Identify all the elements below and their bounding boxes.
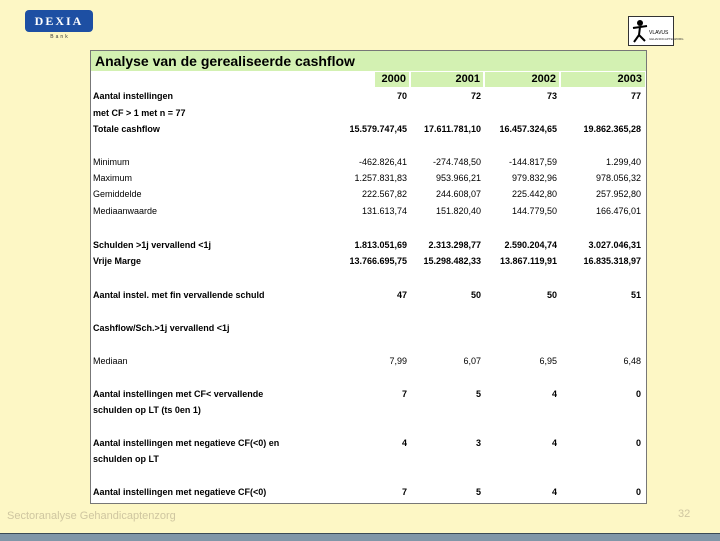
cell-value: 2.313.298,77 xyxy=(428,240,481,250)
row-label-fin-vervallende-schuld: Aantal instel. met fin vervallende schuld xyxy=(93,290,265,300)
cell-value: 17.611.781,10 xyxy=(423,124,481,134)
cell-value: 0 xyxy=(635,438,641,448)
cell-value: 1.257.831,83 xyxy=(354,173,407,183)
cell-value: 70 xyxy=(396,91,407,101)
cell-value: 953.966,21 xyxy=(435,173,481,183)
cell-value: 1.813.051,69 xyxy=(354,240,407,250)
cell-value: 15.579.747,45 xyxy=(349,124,407,134)
year-header-2001: 2001 xyxy=(411,72,483,87)
dexia-logo xyxy=(25,10,95,44)
cell-value: 73 xyxy=(546,91,557,101)
cell-value: 2.590.204,74 xyxy=(504,240,557,250)
vlavus-logo xyxy=(628,16,684,46)
year-header-2000: 2000 xyxy=(375,72,409,87)
vlavus-logo-sub: GEHANDICAPTENZORG xyxy=(649,37,684,41)
row-label-cf-vervallende: Aantal instellingen met CF< vervallende xyxy=(93,389,264,399)
row-label-mediaan: Mediaan xyxy=(93,356,128,366)
row-label-minimum: Minimum xyxy=(93,157,130,167)
row-label-schulden: Schulden >1j vervallend <1j xyxy=(93,240,212,250)
cashflow-table xyxy=(90,50,647,504)
row-label-negatieve-cf-lt-line2: schulden op LT xyxy=(93,454,159,464)
cell-value: -274.748,50 xyxy=(432,157,481,167)
row-label-maximum: Maximum xyxy=(93,173,133,183)
cell-value: 979.832,96 xyxy=(511,173,557,183)
cell-value: 225.442,80 xyxy=(511,189,557,199)
cell-value: 1.299,40 xyxy=(605,157,641,167)
row-label-cf-vervallende-line2: schulden op LT (ts 0en 1) xyxy=(93,405,201,415)
cell-value: 4 xyxy=(401,438,407,448)
cell-value: 6,07 xyxy=(463,356,481,366)
cell-value: 47 xyxy=(396,290,407,300)
row-label-vrije-marge: Vrije Marge xyxy=(93,256,142,266)
cell-value: 72 xyxy=(470,91,481,101)
cell-value: 4 xyxy=(551,438,557,448)
cell-value: 222.567,82 xyxy=(361,189,407,199)
year-header-2003: 2003 xyxy=(561,72,645,87)
row-label-mediaanwaarde: Mediaanwaarde xyxy=(93,206,158,216)
cell-value: 4 xyxy=(551,389,557,399)
row-label-aantal-instellingen: Aantal instellingen xyxy=(93,91,174,101)
cell-value: 6,95 xyxy=(539,356,557,366)
cell-value: -462.826,41 xyxy=(358,157,407,167)
cell-value: 16.835.318,97 xyxy=(583,256,641,266)
cell-value: 5 xyxy=(475,487,481,497)
cell-value: 244.608,07 xyxy=(435,189,481,199)
year-header-2002: 2002 xyxy=(485,72,559,87)
cell-value: 131.613,74 xyxy=(361,206,407,216)
cell-value: 77 xyxy=(630,91,641,101)
cell-value: 978.056,32 xyxy=(595,173,641,183)
cell-value: 0 xyxy=(635,389,641,399)
cell-value: 50 xyxy=(546,290,557,300)
dexia-logo-mark: DEXIA xyxy=(25,10,93,32)
cell-value: -144.817,59 xyxy=(508,157,557,167)
dexia-logo-sub: Bank xyxy=(50,34,70,40)
cell-value: 16.457.324,65 xyxy=(499,124,557,134)
row-label-totale-cashflow: Totale cashflow xyxy=(93,124,160,134)
cell-value: 3.027.046,31 xyxy=(588,240,641,250)
figure-icon xyxy=(630,18,650,44)
row-label-negatieve-cf: Aantal instellingen met negatieve CF(<0) xyxy=(93,487,267,497)
cell-value: 3 xyxy=(475,438,481,448)
cell-value: 19.862.365,28 xyxy=(583,124,641,134)
cell-value: 4 xyxy=(551,487,557,497)
cell-value: 15.298.482,33 xyxy=(423,256,481,266)
vlavus-logo-text: VLAVUS xyxy=(649,30,669,36)
row-label-gemiddelde: Gemiddelde xyxy=(93,189,142,199)
cell-value: 7 xyxy=(401,389,407,399)
cell-value: 151.820,40 xyxy=(435,206,481,216)
cell-value: 5 xyxy=(475,389,481,399)
footer-text: Sectoranalyse Gehandicaptenzorg xyxy=(7,510,176,522)
row-label-negatieve-cf-lt: Aantal instellingen met negatieve CF(<0) en xyxy=(93,438,280,448)
cell-value: 7,99 xyxy=(389,356,407,366)
cell-value: 7 xyxy=(401,487,407,497)
cell-value: 144.779,50 xyxy=(511,206,557,216)
cell-value: 51 xyxy=(630,290,641,300)
row-label-cashflow-sch: Cashflow/Sch.>1j vervallend <1j xyxy=(93,323,230,333)
cell-value: 0 xyxy=(635,487,641,497)
cell-value: 13.867.119,91 xyxy=(499,256,557,266)
row-label-met-cf: met CF > 1 met n = 77 xyxy=(93,108,186,118)
cell-value: 50 xyxy=(470,290,481,300)
cell-value: 6,48 xyxy=(623,356,641,366)
cell-value: 257.952,80 xyxy=(595,189,641,199)
page-number: 32 xyxy=(678,508,691,520)
table-title: Analyse van de gerealiseerde cashflow xyxy=(91,51,646,71)
cell-value: 166.476,01 xyxy=(595,206,641,216)
cell-value: 13.766.695,75 xyxy=(349,256,407,266)
